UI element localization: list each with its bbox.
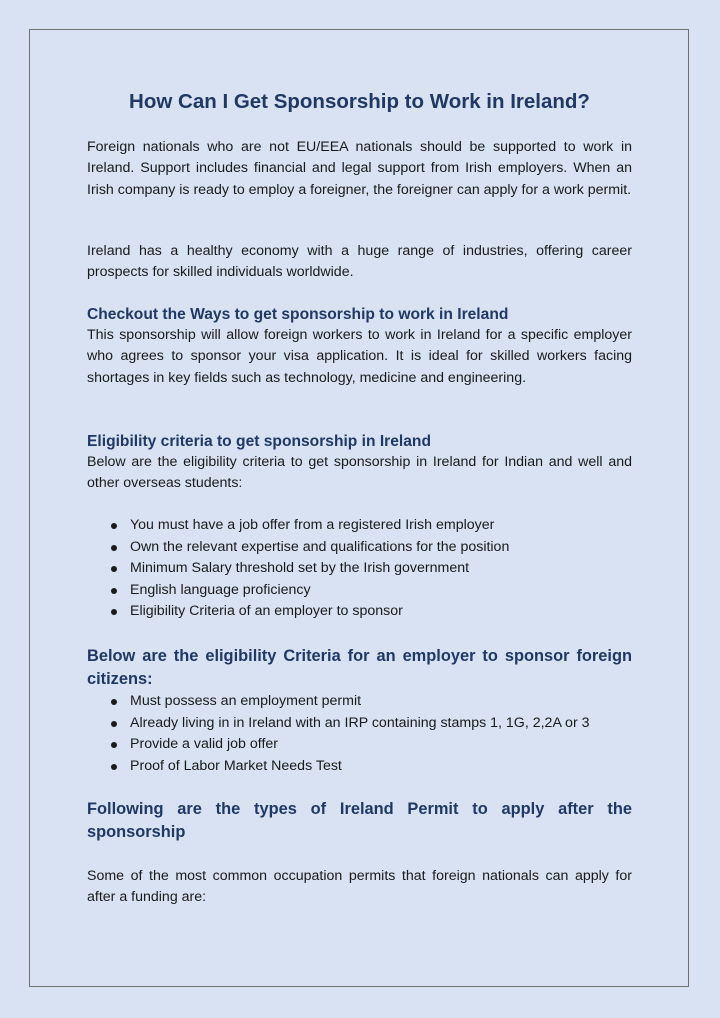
list-item: [87, 691, 632, 713]
list-item: [87, 601, 632, 623]
bullet-icon: [111, 699, 117, 705]
permits-paragraph: Some of the most common occupation permits that foreign nationals can apply for after a funding are:: [87, 868, 632, 906]
permits-heading-line1: Following are the types of Ireland Permit to apply after the: [87, 800, 632, 818]
bullet-icon: [111, 566, 117, 572]
eligibility-paragraph: Below are the eligibility criteria to get sponsorship in Ireland for Indian and well and other overseas students:: [87, 454, 632, 492]
list-item-text: Provide a valid job offer: [130, 736, 279, 753]
eligibility-heading: Eligibility criteria to get sponsorship in Ireland: [87, 433, 431, 450]
intro-paragraph-1: Foreign nationals who are not EU/EEA nationals should be supported to work in Ireland. Support includes financial and legal support from Irish employers. When an Irish company is ready to employ a foreigner, the foreigner can apply for a work permit.: [87, 139, 632, 198]
eligibility-list: [87, 515, 632, 623]
bullet-icon: [111, 721, 117, 727]
page-title: How Can I Get Sponsorship to Work in Ireland?: [129, 90, 590, 113]
intro-paragraph-2: Ireland has a healthy economy with a huge range of industries, offering career prospects for skilled individuals worldwide.: [87, 243, 632, 281]
permits-heading-line2: sponsorship: [87, 823, 186, 841]
list-item-text: Must possess an employment permit: [130, 693, 362, 709]
list-item-text: You must have a job offer from a registered Irish employer: [130, 517, 495, 533]
ways-paragraph: This sponsorship will allow foreign workers to work in Ireland for a specific employer who agrees to sponsor your visa application. It is ideal for skilled workers facing shortages in key fields such as technology, medicine and engineering.: [87, 327, 632, 386]
list-item: [87, 734, 632, 756]
list-item: [87, 537, 632, 559]
employer-criteria-heading-line2: citizens:: [87, 670, 153, 688]
list-item-text: Own the relevant expertise and qualifications for the position: [130, 538, 510, 555]
list-item-text: Proof of Labor Market Needs Test: [130, 757, 342, 774]
list-item: [87, 580, 632, 602]
bullet-icon: [111, 523, 117, 529]
bullet-icon: [111, 545, 117, 551]
list-item-text: Eligibility Criteria of an employer to sponsor: [130, 603, 403, 620]
list-item-text: Minimum Salary threshold set by the Irish government: [130, 560, 470, 577]
employer-criteria-heading: [87, 645, 632, 691]
bullet-icon: [111, 742, 117, 748]
permits-heading: [87, 798, 632, 844]
ways-heading: Checkout the Ways to get sponsorship to work in Ireland: [87, 306, 509, 323]
list-item-text: English language proficiency: [130, 581, 311, 598]
list-item: [87, 515, 632, 537]
bullet-icon: [111, 588, 117, 594]
list-item: [87, 558, 632, 580]
list-item: [87, 756, 632, 778]
bullet-icon: [111, 764, 117, 770]
list-item-text: Already living in in Ireland with an IRP containing stamps 1, 1G, 2,2A or 3: [130, 714, 590, 731]
employer-criteria-list: [87, 691, 632, 777]
list-item: [87, 713, 632, 735]
employer-criteria-heading-line1: Below are the eligibility Criteria for an employer to sponsor foreign: [87, 647, 632, 665]
bullet-icon: [111, 609, 117, 615]
